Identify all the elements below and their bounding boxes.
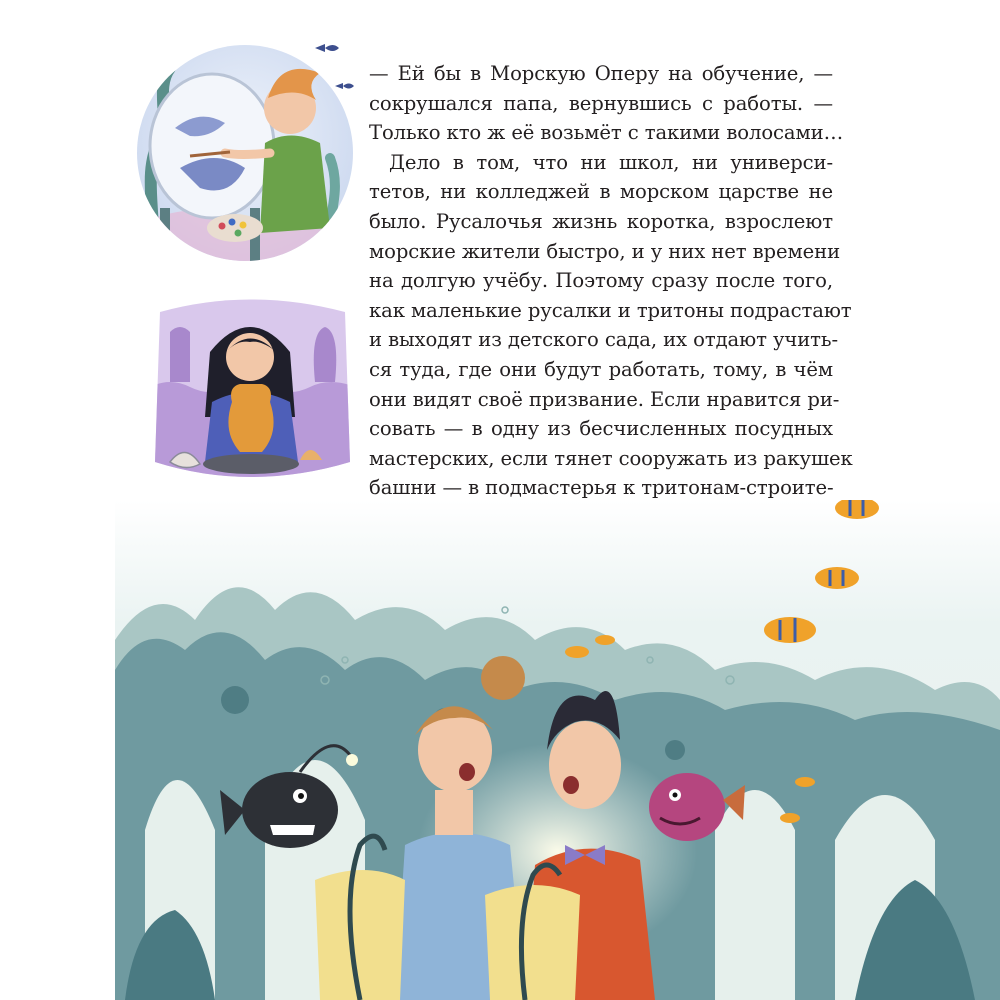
story-line: Только кто ж её возьмёт с такими волосами… (369, 121, 844, 145)
story-line: ся туда, где они будут работать, тому, в чём (369, 357, 833, 381)
story-line: тетов, ни колледжей в морском царстве не (369, 180, 833, 204)
story-line: на долгую учёбу. Поэтому сразу после того, (369, 269, 833, 293)
story-line: совать — в одну из бесчисленных посудных (369, 417, 833, 441)
story-line: было. Русалочья жизнь коротка, взрослеют (369, 209, 833, 233)
story-line: Дело в том, что ни школ, ни универси- (389, 150, 833, 174)
painter-illustration (130, 28, 360, 270)
story-line: и выходят из детского сада, их отдают учить- (369, 328, 839, 352)
story-line: они видят своё призвание. Если нравится ри- (369, 387, 840, 411)
story-line: мастерских, если тянет сооружать из ракушек (369, 446, 853, 470)
story-line: башни — в подмастерья к тритонам-строите- (369, 476, 834, 500)
underwater-scene-illustration (115, 500, 1000, 1000)
story-line: — Ей бы в Морскую Оперу на обучение, — (369, 62, 833, 85)
story-line: сокрушался папа, вернувшись с работы. — (369, 91, 833, 115)
story-line: как маленькие русалки и тритоны подрастают (369, 298, 852, 322)
story-line: морские жители быстро, и у них нет времени (369, 239, 841, 263)
potter-illustration (150, 292, 355, 492)
